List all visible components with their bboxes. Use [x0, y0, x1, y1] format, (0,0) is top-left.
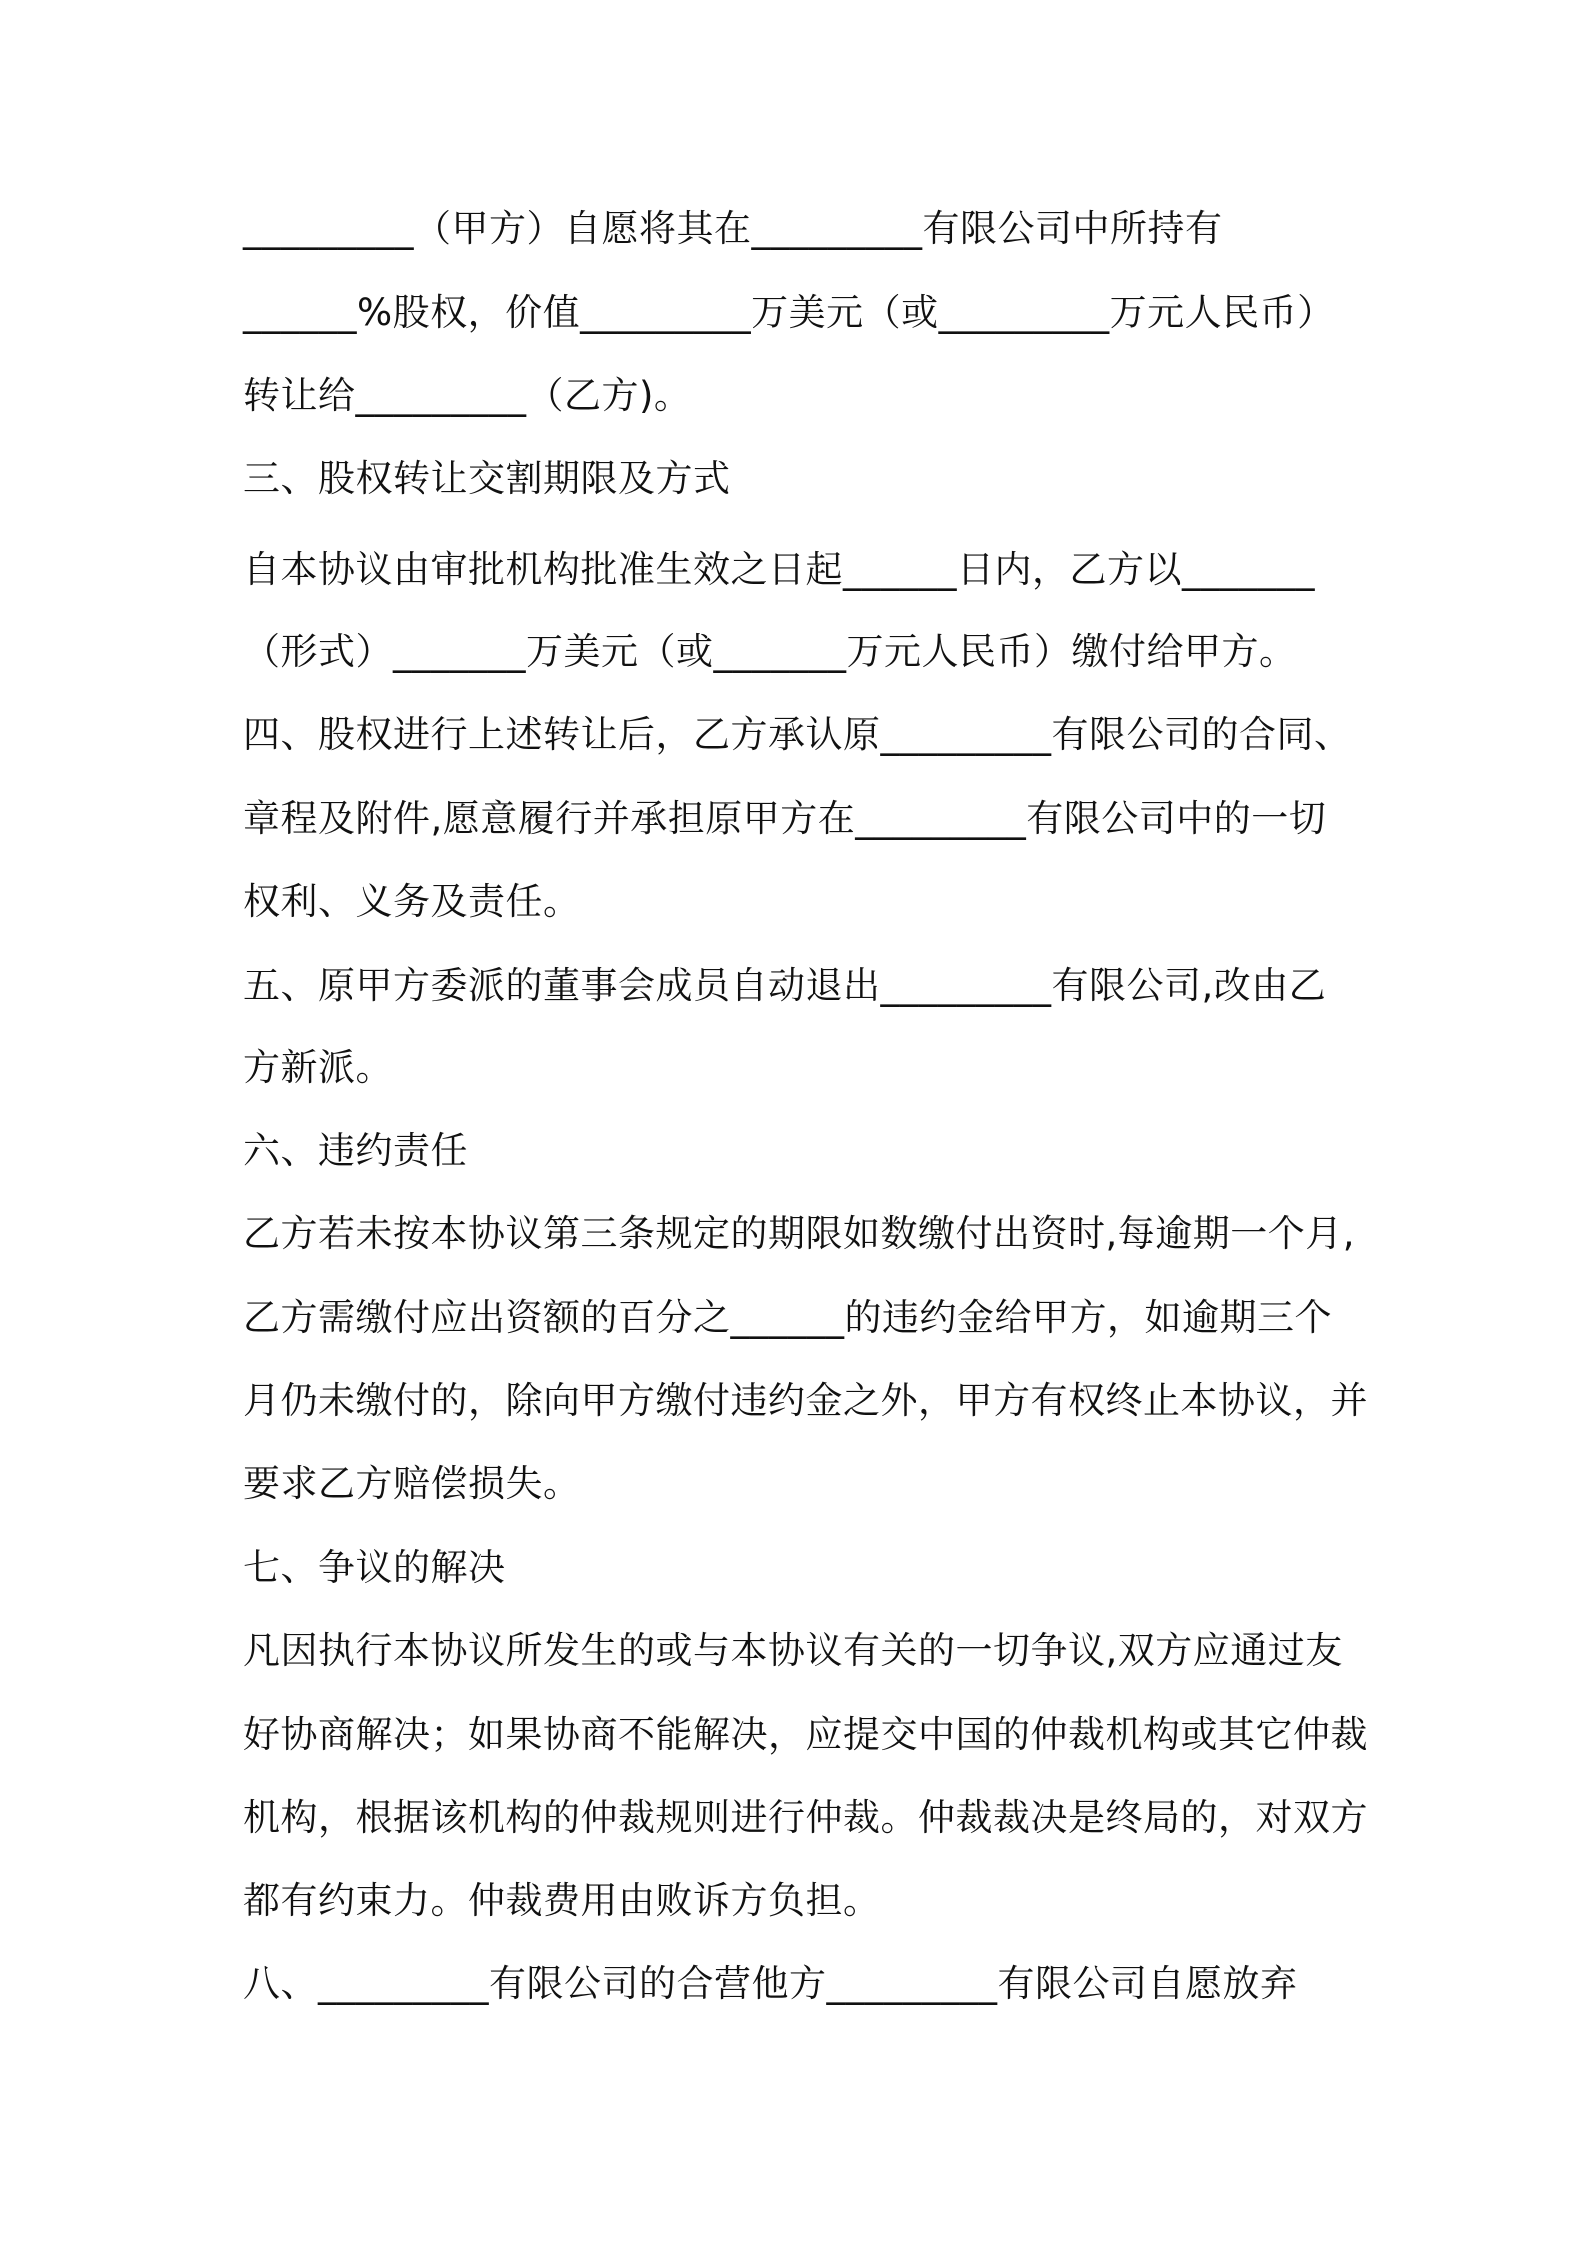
text-line: 机构，根据该机构的仲裁规则进行仲裁。仲裁裁决是终局的，对双方: [243, 1796, 1368, 1839]
section-heading: 八、_________有限公司的合营他方_________有限公司自愿放弃: [243, 1962, 1298, 2005]
text-line: 好协商解决；如果协商不能解决，应提交中国的仲裁机构或其它仲裁: [243, 1713, 1368, 1756]
section-heading: 五、原甲方委派的董事会成员自动退出_________有限公司,改由乙: [243, 964, 1327, 1007]
text-line: ______%股权，价值_________万美元（或_________万元人民币）: [243, 291, 1335, 334]
section-heading: 七、争议的解决: [243, 1546, 506, 1589]
text-line: 凡因执行本协议所发生的或与本协议有关的一切争议,双方应通过友: [243, 1629, 1343, 1672]
text-line: 乙方需缴付应出资额的百分之______的违约金给甲方，如逾期三个: [243, 1296, 1332, 1339]
section-heading: 三、股权转让交割期限及方式: [243, 457, 731, 500]
text-line: 月仍未缴付的，除向甲方缴付违约金之外，甲方有权终止本协议，并: [243, 1379, 1368, 1422]
text-line: 方新派。: [243, 1046, 393, 1089]
text-line: 都有约束力。仲裁费用由败诉方负担。: [243, 1879, 881, 1922]
text-line: 乙方若未按本协议第三条规定的期限如数缴付出资时,每逾期一个月,: [243, 1212, 1356, 1255]
section-heading: 六、违约责任: [243, 1129, 468, 1172]
text-line: 转让给_________（乙方)。: [243, 374, 692, 417]
text-line: 自本协议由审批机构批准生效之日起______日内，乙方以_______: [243, 548, 1315, 591]
section-heading: 四、股权进行上述转让后，乙方承认原_________有限公司的合同、: [243, 713, 1352, 756]
text-line: _________（甲方）自愿将其在_________有限公司中所持有: [243, 207, 1223, 250]
text-line: 权利、义务及责任。: [243, 880, 581, 923]
text-line: 章程及附件,愿意履行并承担原甲方在_________有限公司中的一切: [243, 797, 1327, 840]
text-line: 要求乙方赔偿损失。: [243, 1462, 581, 1505]
text-line: （形式）_______万美元（或_______万元人民币）缴付给甲方。: [243, 630, 1297, 673]
